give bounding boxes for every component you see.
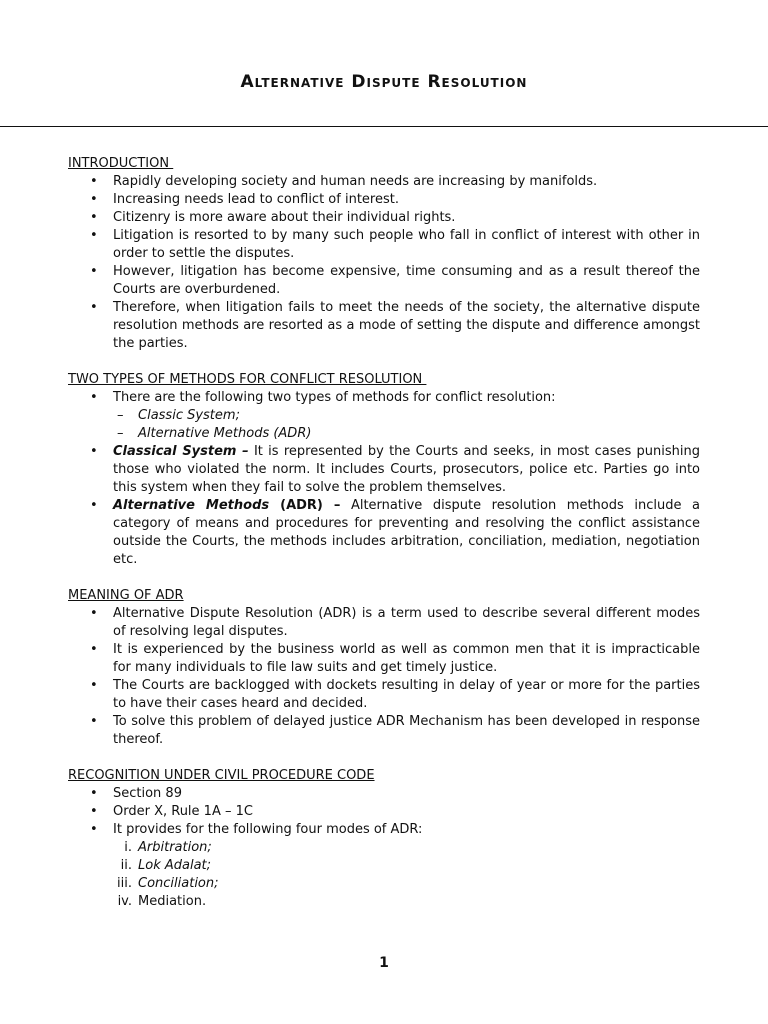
mode-text: Lok Adalat; [138, 858, 212, 873]
document-title: Alternative Dispute Resolution [240, 72, 528, 92]
list-item [68, 497, 700, 569]
section-introduction [68, 155, 700, 353]
list-item: • Rapidly developing society and human needs are increasing by manifolds. [68, 173, 700, 191]
page-number: 1 [379, 955, 389, 971]
term-text: Alternative dispute resolution methods include a category of means and procedures for preventing and resolving the conflict assistance outside the Courts, the methods includes arbitration, conciliation, mediation, negotiation etc. [113, 498, 701, 567]
list-item: • Section 89 [68, 785, 700, 803]
list-item: • However, litigation has become expensive, time consuming and as a result thereof the Courts are overburdened. [68, 263, 700, 299]
roman-numeral: i. [124, 840, 132, 855]
term-label: Alternative Methods [113, 498, 270, 513]
section-two-types [68, 371, 700, 569]
bullet-list [68, 173, 700, 353]
list-item: • It provides for the following four modes of ADR: [68, 821, 700, 839]
sub-list [68, 407, 700, 443]
roman-list-item [68, 893, 700, 911]
list-item: • Citizenry is more aware about their individual rights. [68, 209, 700, 227]
sub-list-item: – Alternative Methods (ADR) [68, 425, 700, 443]
bullet-list [68, 605, 700, 749]
term-abbr: (ADR) – [269, 498, 341, 513]
mode-text: Mediation. [138, 894, 207, 909]
list-item: • Order X, Rule 1A – 1C [68, 803, 700, 821]
section-heading: RECOGNITION UNDER CIVIL PROCEDURE CODE [68, 768, 375, 783]
list-item: • Therefore, when litigation fails to meet the needs of the society, the alternative dispute resolution methods are resorted as a mode of setting the dispute and difference amongst the parties. [68, 299, 700, 353]
bullet-list [68, 389, 700, 407]
term-label: Classical System – [113, 444, 249, 459]
bullet-list [68, 785, 700, 839]
roman-numeral: iii. [117, 876, 132, 891]
list-item: • The Courts are backlogged with dockets resulting in delay of year or more for the parties to have their cases heard and decided. [68, 677, 700, 713]
section-heading: MEANING OF ADR [68, 588, 184, 603]
list-item: • Alternative Dispute Resolution (ADR) is a term used to describe several different modes of resolving legal disputes. [68, 605, 700, 641]
document-body [68, 155, 700, 929]
mode-text: Conciliation; [138, 876, 219, 891]
list-item [68, 443, 700, 497]
list-item [68, 389, 700, 407]
list-item: • Litigation is resorted to by many such people who fall in conflict of interest with other in order to settle the disputes. [68, 227, 700, 263]
section-meaning [68, 587, 700, 749]
term-text: It is represented by the Courts and seeks, in most cases punishing those who violated the norm. It includes Courts, prosecutors, police etc. Parties go into this system when they fail to solve the problem themselves. [113, 444, 700, 495]
roman-numeral: iv. [117, 894, 132, 909]
bullet-list [68, 443, 700, 569]
roman-numeral: ii. [120, 858, 132, 873]
title-divider [0, 126, 768, 127]
mode-text: Arbitration; [138, 840, 212, 855]
sub-list-item: – Classic System; [68, 407, 700, 425]
roman-list-item [68, 857, 700, 875]
list-item-text: There are the following two types of methods for conflict resolution: [113, 390, 556, 405]
roman-list-item [68, 839, 700, 857]
section-heading: TWO TYPES OF METHODS FOR CONFLICT RESOLUTION [68, 372, 427, 387]
section-heading: INTRODUCTION [68, 156, 174, 171]
section-recognition [68, 767, 700, 911]
list-item: • To solve this problem of delayed justice ADR Mechanism has been developed in response thereof. [68, 713, 700, 749]
list-item: • Increasing needs lead to conflict of interest. [68, 191, 700, 209]
list-item: • It is experienced by the business world as well as common men that it is impracticable for many individuals to file law suits and get timely justice. [68, 641, 700, 677]
roman-list-item [68, 875, 700, 893]
roman-list [68, 839, 700, 911]
